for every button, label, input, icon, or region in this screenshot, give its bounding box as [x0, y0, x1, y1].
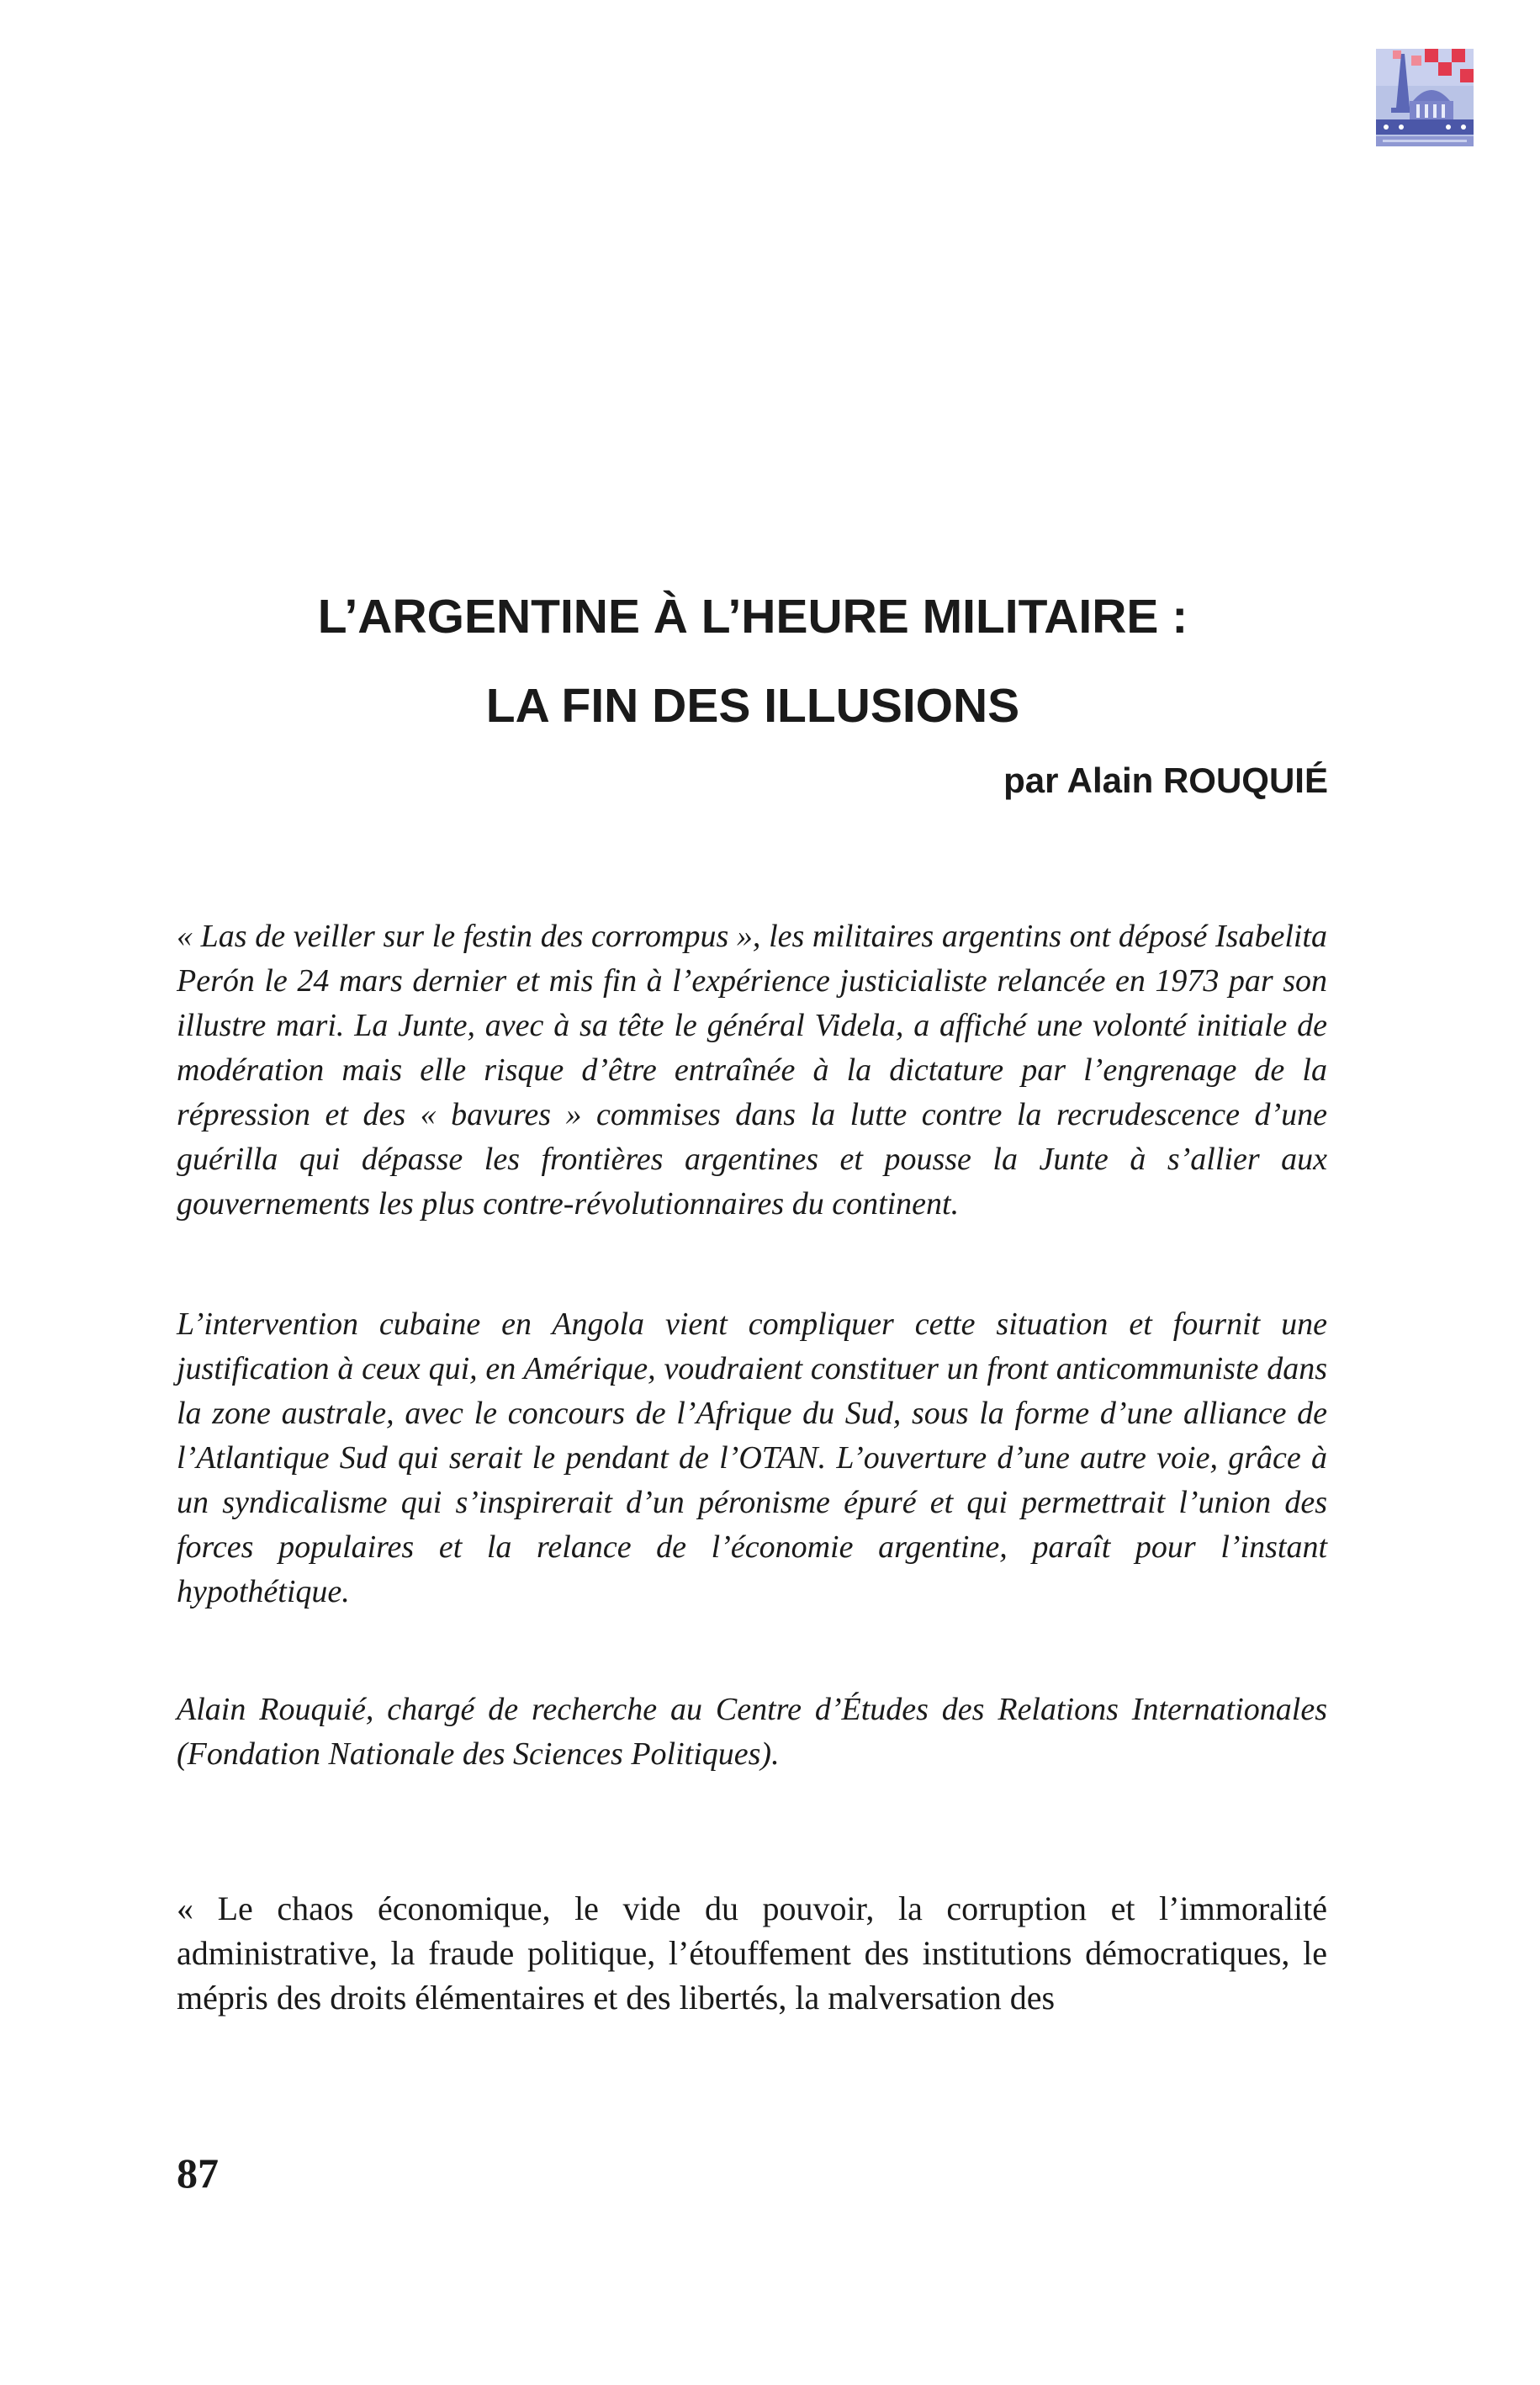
abstract-paragraph-1: « Las de veiller sur le festin des corrompus », les militaires argentins ont déposé Isabelita Perón le 24 mars dernier et mis fin à l’expérience justicialiste relancée en 1973 par son illustre mari. La Junte, avec à sa tête le général Videla, a affiché une volonté initiale de modération mais elle risque d’être entraînée à la dictature par l’engrenage de la répression et des « bavures » commises dans la lutte contre la recrudescence d’une guérilla qui dépasse les frontières argentines et pousse la Junte à s’allier aux gouvernements les plus contre-révolutionnaires du continent. [177, 919, 1327, 1222]
abstract-paragraph-2: L’intervention cubaine en Angola vient compliquer cette situation et fournit une justification à ceux qui, en Amérique, voudraient constituer un front anticommuniste dans la zone australe, avec le concours de l’Afrique du Sud, sous la forme d’une alliance de l’Atlantique Sud qui serait le pendant de l’OTAN. L’ouverture d’une autre voie, grâce à un syndicalisme qui s’inspirerait d’un péronisme épuré et qui permettrait l’union des forces populaires et la relance de l’économie argentine, paraît pour l’instant hypothétique. [177, 1306, 1327, 1609]
page-number: 87 [177, 2149, 219, 2197]
article-title [177, 572, 1329, 750]
article-title-line-1: L’ARGENTINE À L’HEURE MILITAIRE : [317, 590, 1188, 644]
body-paragraph-1: « Le chaos économique, le vide du pouvoir, la corruption et l’immoralité administrative, la fraude politique, l’étouffement des institutions démocratiques, le mépris des droits élémentaires et des libertés, la malversation des [177, 1889, 1327, 2017]
author-byline: par Alain ROUQUIÉ [1003, 761, 1328, 800]
article-title-line-2: LA FIN DES ILLUSIONS [485, 679, 1020, 733]
publisher-logo-icon [1376, 49, 1474, 146]
author-affiliation-note: Alain Rouquié, chargé de recherche au Centre d’Études des Relations Internationales (Fondation Nationale des Sciences Politiques). [177, 1692, 1327, 1772]
